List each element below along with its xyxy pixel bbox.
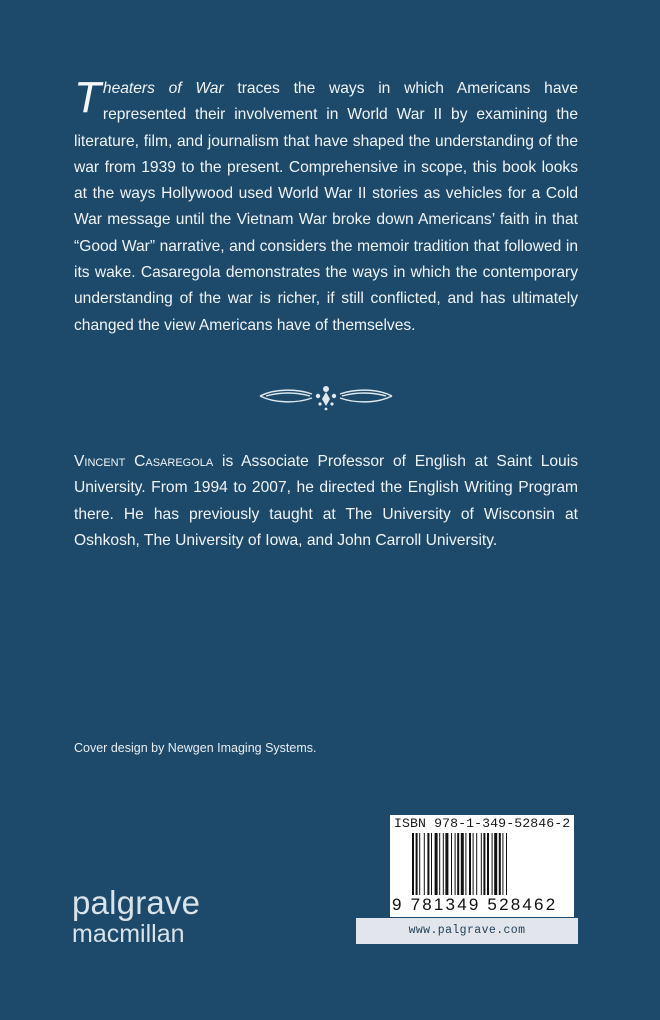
blurb-paragraph (74, 73, 578, 339)
barcode-bars-icon (412, 833, 554, 895)
ornament-divider-icon (256, 380, 396, 412)
book-title-italic: heaters of War (102, 80, 224, 97)
blurb-text: traces the ways in which Americans have represented their involvement in World War II by examining the literature, film, and journalism that have shaped the understanding of the war from 1939 to the present. Comprehensive in scope, this book looks at the ways Hollywood used World War II stories as vehicles for a Cold War message until the Vietnam War broke down Americans’ faith in that “Good War” narrative, and considers the memoir tradition that followed in its wake. Casaregola demonstrates the ways in which the contemporary understanding of the war is richer, if still conflicted, and has ultimately changed the view Americans have of themselves. (74, 80, 578, 334)
publisher-name-line2: macmillan (72, 920, 185, 948)
publisher-name-line1: palgrave (72, 884, 201, 921)
author-name: Vincent Casaregola (74, 453, 214, 470)
cover-design-credit: Cover design by Newgen Imaging Systems. (74, 741, 317, 755)
barcode-digits: 9 781349 528462 (392, 895, 558, 914)
description-blurb (74, 73, 578, 339)
publisher-logo (72, 886, 200, 948)
publisher-url: www.palgrave.com (356, 918, 578, 944)
author-bio (74, 449, 578, 554)
bio-text: is Associate Professor of English at Saint Louis University. From 1994 to 2007, he directed the English Writing Program there. He has previously taught at The University of Wisconsin at Oshkosh, The University of Iowa, and John Carroll University. (74, 453, 578, 549)
isbn-label: ISBN 978-1-349-52846-2 (394, 816, 571, 831)
dropcap-letter: T (74, 73, 101, 122)
barcode (390, 815, 574, 917)
